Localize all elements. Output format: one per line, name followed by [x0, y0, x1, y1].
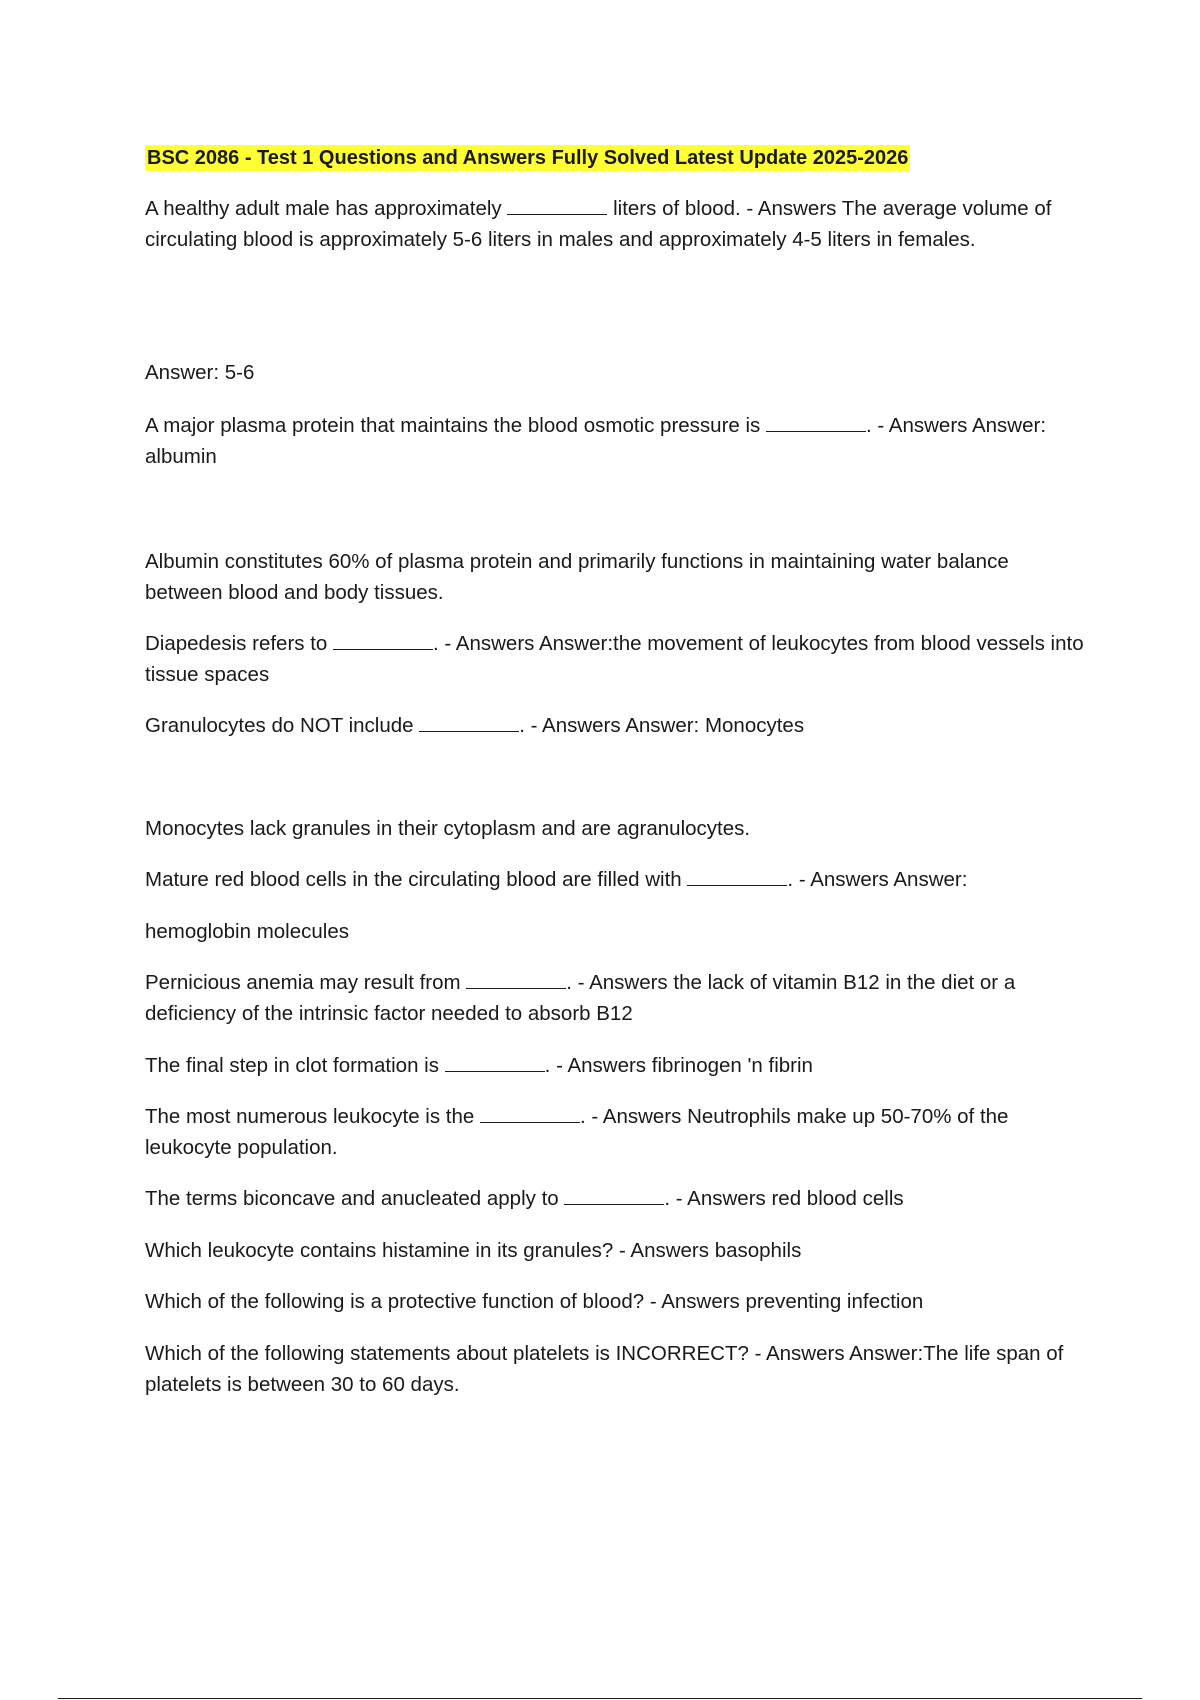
answer-line: Answer: 5-6: [145, 361, 255, 384]
qa-paragraph-protective-function: Which of the following is a protective function of blood? - Answers preventing infection: [145, 1290, 924, 1313]
question-text: The terms biconcave and anucleated apply to: [145, 1187, 559, 1210]
question-text: The final step in clot formation is: [145, 1054, 439, 1077]
question-text: Pernicious anemia may result from: [145, 971, 461, 994]
answer-blank: [687, 867, 787, 886]
answer-text: liters of blood. - Answers The average volume of circulating blood is approximately 5-6 liters in males and approximately 4-5 liters in females.: [145, 197, 1052, 251]
question-text: Diapedesis refers to: [145, 632, 328, 655]
answer-blank: [480, 1104, 580, 1123]
answer-blank: [333, 631, 433, 650]
answer-text: . - Answers Answer: albumin: [145, 414, 1047, 468]
answer-blank: [466, 970, 566, 989]
footer-rule: [58, 1698, 1142, 1699]
qa-paragraph-red-blood-cells: [145, 864, 1090, 895]
qa-paragraph-histamine: Which leukocyte contains histamine in its granules? - Answers basophils: [145, 1239, 802, 1262]
document-title: BSC 2086 - Test 1 Questions and Answers Fully Solved Latest Update 2025-2026: [147, 147, 909, 169]
qa-paragraph-leukocyte: [145, 1101, 1090, 1163]
answer-text: . - Answers Answer:: [787, 868, 968, 891]
answer-blank: [419, 713, 519, 732]
question-text: A healthy adult male has approximately: [145, 197, 502, 220]
qa-paragraph-diapedesis: [145, 628, 1090, 690]
qa-paragraph-platelets: Which of the following statements about platelets is INCORRECT? - Answers Answer:The life span of platelets is between 30 to 60 days.: [145, 1342, 1064, 1396]
explanation-paragraph: Monocytes lack granules in their cytoplasm and are agranulocytes.: [145, 817, 751, 840]
qa-paragraph-granulocytes: [145, 710, 1090, 741]
answer-blank: [445, 1053, 545, 1072]
answer-text: . - Answers fibrinogen 'n fibrin: [544, 1054, 813, 1077]
question-text: The most numerous leukocyte is the: [145, 1105, 475, 1128]
qa-paragraph-pernicious-anemia: [145, 967, 1090, 1029]
question-text: A major plasma protein that maintains the blood osmotic pressure is: [145, 414, 761, 437]
question-text: Mature red blood cells in the circulating blood are filled with: [145, 868, 682, 891]
qa-paragraph-blood-volume: [145, 193, 1090, 255]
answer-text: . - Answers Answer: Monocytes: [519, 714, 805, 737]
answer-blank: [564, 1186, 664, 1205]
question-text: Granulocytes do NOT include: [145, 714, 414, 737]
answer-blank: [766, 413, 866, 432]
answer-text: . - Answers Neutrophils make up 50-70% of the leukocyte population.: [145, 1105, 1009, 1159]
answer-blank: [507, 196, 607, 215]
qa-paragraph-plasma-protein: [145, 410, 1090, 472]
answer-text: . - Answers Answer:the movement of leukocytes from blood vessels into tissue spaces: [145, 632, 1084, 686]
answer-line: hemoglobin molecules: [145, 920, 349, 943]
qa-paragraph-clot-formation: [145, 1050, 1090, 1081]
answer-text: . - Answers the lack of vitamin B12 in the diet or a deficiency of the intrinsic factor needed to absorb B12: [145, 971, 1016, 1025]
answer-text: . - Answers red blood cells: [664, 1187, 904, 1210]
explanation-paragraph: Albumin constitutes 60% of plasma protein and primarily functions in maintaining water balance between blood and body tissues.: [145, 550, 1009, 604]
qa-paragraph-biconcave: [145, 1183, 1090, 1214]
